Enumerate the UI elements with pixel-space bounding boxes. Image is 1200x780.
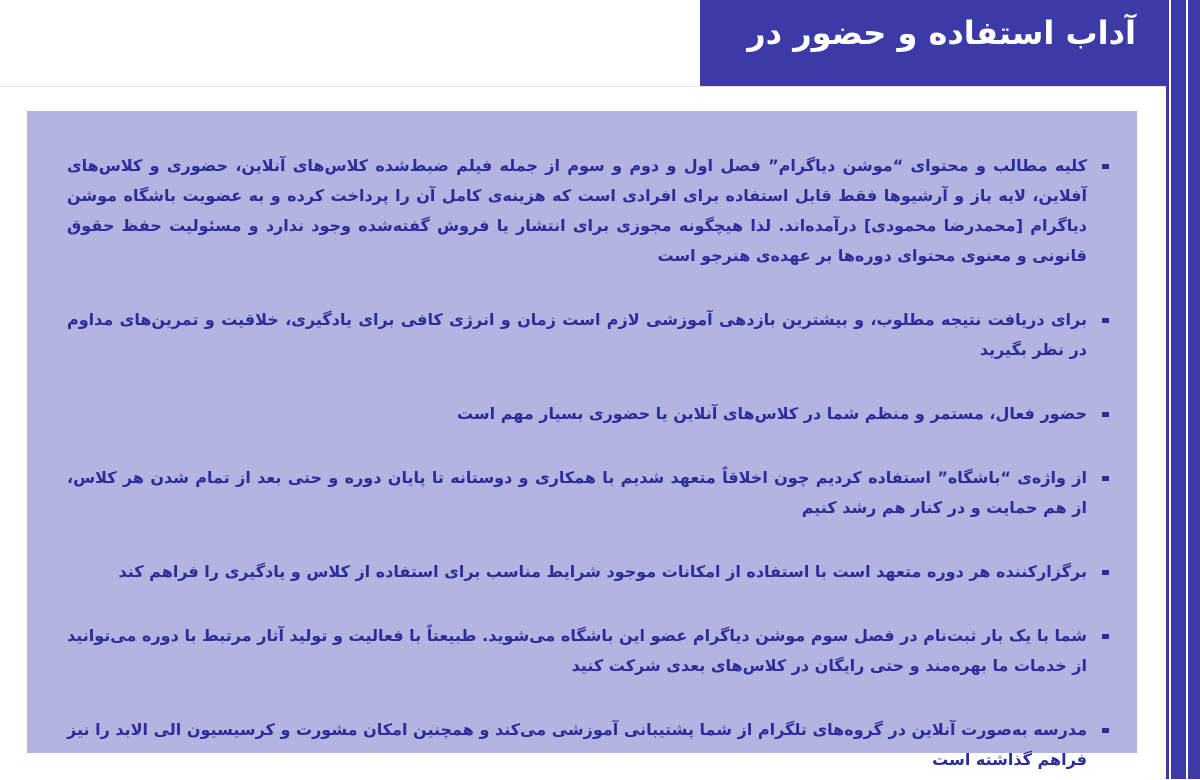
list-item [67, 151, 1109, 271]
header-tab [700, 0, 1166, 86]
bullet-marker [1102, 634, 1109, 639]
right-bar-stripe [1169, 0, 1171, 779]
list-item [67, 621, 1109, 681]
list-item [67, 305, 1109, 365]
bullet-marker [1102, 728, 1109, 733]
list-item-text: حضور فعال، مستمر و منظم شما در کلاس‌های آنلاین یا حضوری بسیار مهم است [456, 404, 1087, 423]
right-bar-stripe [1186, 0, 1188, 779]
list-item-text: برای دریافت نتیجه مطلوب، و بیشترین بازدهی آموزشی لازم است زمان و انرژی کافی برای یادگیری، خلاقیت و تمرین‌های مداوم در نظر بگیرید [67, 310, 1087, 359]
bullet-marker [1102, 318, 1109, 323]
rules-panel [27, 111, 1137, 769]
bullet-marker [1102, 164, 1109, 169]
list-item [67, 715, 1109, 775]
list-item [67, 399, 1109, 429]
list-item-text: از واژه‌ی “باشگاه” استفاده کردیم چون اخلاقاً متعهد شدیم با همکاری و دوستانه تا پایان دوره و حتی بعد از تمام شدن هر کلاس، از هم حمایت و در کنار هم رشد کنیم [67, 468, 1087, 517]
right-accent-bar [1166, 0, 1200, 779]
bullet-marker [1102, 412, 1109, 417]
bullet-marker [1102, 570, 1109, 575]
list-item-text: مدرسه به‌صورت آنلاین در گروه‌های تلگرام از شما پشتیبانی آموزشی می‌کند و همچنین امکان مشورت و کرسیسیون الی الابد را نیز فراهم گذاشته است [67, 720, 1087, 769]
rules-list [67, 151, 1109, 775]
page-title: آداب استفاده و حضور در [747, 14, 1136, 52]
list-item-text: کلیه مطالب و محتوای “موشن دیاگرام” فصل اول و دوم و سوم از جمله فیلم ضبط‌شده کلاس‌های آنلاین، حضوری و کلاس‌های آفلاین، لایه باز و آرشیوها فقط قابل استفاده برای افرادی است که هزینه‌ی کامل آن را پرداخت کرده و به عضویت باشگاه موشن دیاگرام [محمدرضا محمودی] درآمده‌اند. لذا هیچگونه مجوزی برای انتشار یا فروش گفته‌شده وجود ندارد و مسئولیت حفظ حقوق قانونی و معنوی محتوای دوره‌ها بر عهده‌ی هنرجو است [67, 156, 1087, 265]
bullet-marker [1102, 476, 1109, 481]
list-item [67, 463, 1109, 523]
list-item-text: شما با یک بار ثبت‌نام در فصل سوم موشن دیاگرام عضو این باشگاه می‌شوید. طبیعتاً با فعالیت و تولید آثار مرتبط با دوره می‌توانید از خدمات ما بهره‌مند و حتی رایگان در کلاس‌های بعدی شرکت کنید [67, 626, 1087, 675]
list-item-text: برگزارکننده هر دوره متعهد است با استفاده از امکانات موجود شرایط مناسب برای استفاده از کلاس و یادگیری را فراهم کند [118, 562, 1087, 581]
list-item [67, 557, 1109, 587]
